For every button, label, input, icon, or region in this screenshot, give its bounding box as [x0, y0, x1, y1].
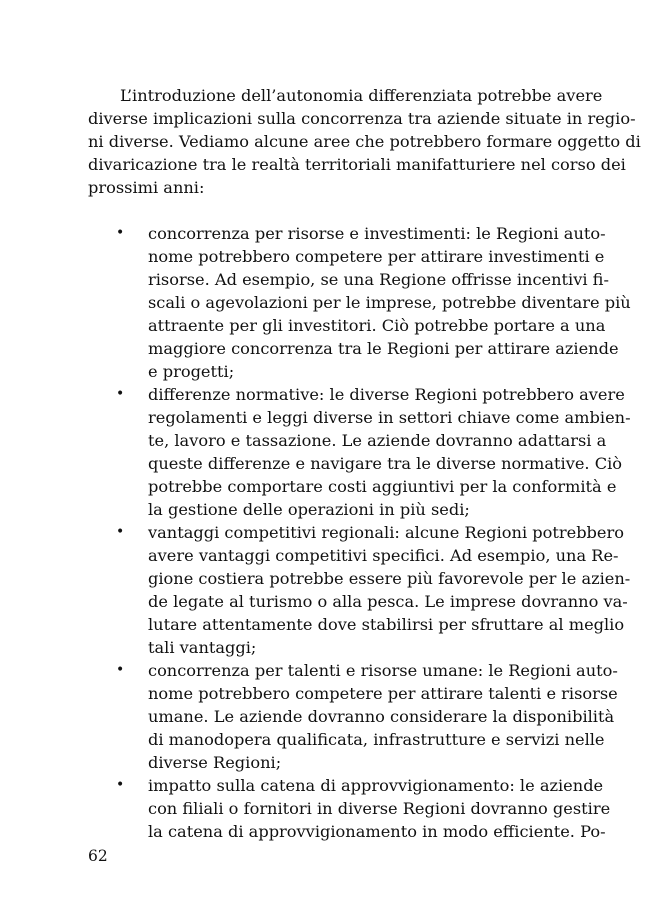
bullet-icon: •: [116, 386, 125, 402]
text-line: la gestione delle operazioni in più sedi;: [148, 500, 470, 519]
text-line: lutare attentamente dove stabilirsi per sfruttare al meglio: [148, 615, 625, 634]
text-line: differenze normative: le diverse Regioni potrebbero avere: [148, 385, 625, 404]
list-item: [88, 659, 618, 774]
text-line: nome potrebbero competere per attirare talenti e risorse: [148, 684, 618, 703]
text-line: di manodopera qualificata, infrastrutture e servizi nelle: [148, 730, 605, 749]
intro-paragraph: [88, 84, 641, 199]
text-line: regolamenti e leggi diverse in settori chiave come ambien-: [148, 408, 631, 427]
text-line: diverse implicazioni sulla concorrenza tra aziende situate in regio-: [88, 109, 636, 128]
text-line: gione costiera potrebbe essere più favorevole per le azien-: [148, 569, 631, 588]
list-item: [88, 383, 631, 521]
text-line: L’introduzione dell’autonomia differenziata potrebbe avere: [120, 86, 603, 105]
text-line: risorse. Ad esempio, se una Regione offrisse incentivi fi-: [148, 270, 609, 289]
text-line: la catena di approvvigionamento in modo efficiente. Po-: [148, 822, 606, 841]
list-item: [88, 222, 631, 383]
list-item: [88, 521, 631, 659]
text-line: con filiali o fornitori in diverse Regioni dovranno gestire: [148, 799, 611, 818]
bullet-icon: •: [116, 524, 125, 540]
text-line: e progetti;: [148, 362, 235, 381]
text-line: diverse Regioni;: [148, 753, 282, 772]
page-number: 62: [88, 847, 108, 865]
text-line: queste differenze e navigare tra le diverse normative. Ciò: [148, 454, 623, 473]
text-line: nome potrebbero competere per attirare investimenti e: [148, 247, 605, 266]
text-line: maggiore concorrenza tra le Regioni per attirare aziende: [148, 339, 619, 358]
bullet-icon: •: [116, 777, 125, 793]
text-line: impatto sulla catena di approvvigionamento: le aziende: [148, 776, 604, 795]
bullet-list: [88, 222, 631, 843]
text-line: scali o agevolazioni per le imprese, potrebbe diventare più: [148, 293, 631, 312]
text-line: divaricazione tra le realtà territoriali manifatturiere nel corso dei: [88, 155, 626, 174]
text-line: prossimi anni:: [88, 178, 205, 197]
text-line: concorrenza per talenti e risorse umane: le Regioni auto-: [148, 661, 618, 680]
text-line: de legate al turismo o alla pesca. Le imprese dovranno va-: [148, 592, 628, 611]
text-line: attraente per gli investitori. Ciò potrebbe portare a una: [148, 316, 606, 335]
list-item: [88, 774, 611, 843]
text-line: ni diverse. Vediamo alcune aree che potrebbero formare oggetto di: [88, 132, 641, 151]
text-line: avere vantaggi competitivi specifici. Ad esempio, una Re-: [148, 546, 619, 565]
bullet-icon: •: [116, 662, 125, 678]
text-line: concorrenza per risorse e investimenti: le Regioni auto-: [148, 224, 606, 243]
bullet-icon: •: [116, 225, 125, 241]
text-line: te, lavoro e tassazione. Le aziende dovranno adattarsi a: [148, 431, 607, 450]
text-line: tali vantaggi;: [148, 638, 257, 657]
text-line: vantaggi competitivi regionali: alcune Regioni potrebbero: [148, 523, 624, 542]
text-line: potrebbe comportare costi aggiuntivi per la conformità e: [148, 477, 617, 496]
text-line: umane. Le aziende dovranno considerare la disponibilità: [148, 707, 615, 726]
body-text: [88, 84, 641, 843]
